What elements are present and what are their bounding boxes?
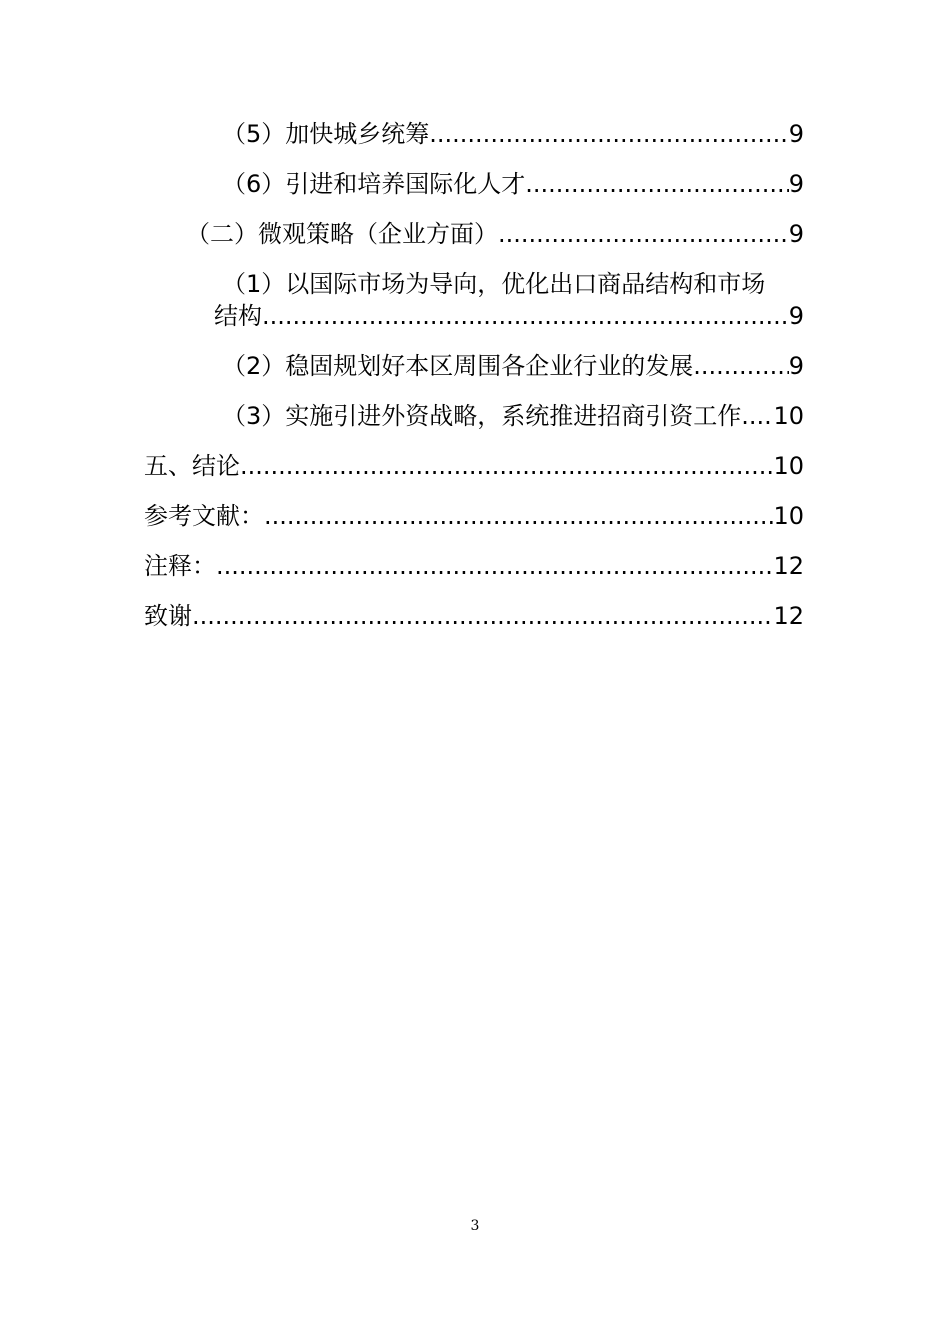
toc-page-number: 9 [788,352,804,380]
toc-page-number: 10 [773,402,804,430]
toc-leader-dots [749,400,774,432]
toc-entry-title-continued: 结构 [214,302,262,330]
toc-entry-micro-strategy[interactable] [0,218,950,250]
toc-entry-title: （5）加快城乡统筹 [222,120,430,148]
toc-entry-conclusion[interactable] [0,450,950,482]
page-footer-number: 3 [470,1218,480,1234]
toc-page-number: 9 [788,302,804,330]
toc-entry-title: 注释： [144,552,216,580]
toc-entry-foreign-investment[interactable] [0,400,950,432]
toc-leader-dots [498,218,789,250]
toc-page-number: 10 [773,452,804,480]
toc-entry-talent[interactable] [0,168,950,200]
toc-entry-references[interactable] [0,500,950,532]
toc-entry-urban-rural[interactable] [0,118,950,150]
toc-page-number: 9 [788,120,804,148]
toc-leader-dots [264,500,773,532]
toc-entry-title: 五、结论 [144,452,240,480]
toc-page-number: 12 [773,602,804,630]
toc-entry-title: 参考文献： [144,502,264,530]
table-of-contents [0,118,950,650]
toc-page-number: 10 [773,502,804,530]
toc-entry-notes[interactable] [0,550,950,582]
toc-leader-dots [429,118,788,150]
toc-entry-title: （3）实施引进外资战略，系统推进招商引资工作. [222,402,749,430]
toc-leader-dots [525,168,788,200]
toc-page-number: 9 [788,170,804,198]
toc-entry-export-structure[interactable] [0,268,950,332]
toc-page-number: 12 [773,552,804,580]
toc-leader-dots [262,300,789,332]
toc-entry-industry-development[interactable] [0,350,950,382]
toc-page-number: 9 [788,220,804,248]
toc-entry-title: （2）稳固规划好本区周围各企业行业的发展 [222,352,694,380]
toc-entry-acknowledgements[interactable] [0,600,950,632]
toc-entry-title: （二）微观策略（企业方面） [186,220,498,248]
toc-entry-title: 致谢 [144,602,192,630]
toc-entry-title: （6）引进和培养国际化人才 [222,170,526,198]
toc-leader-dots [240,450,773,482]
toc-leader-dots [192,600,773,632]
toc-leader-dots [216,550,773,582]
toc-entry-title: （1）以国际市场为导向，优化出口商品结构和市场 [222,270,766,298]
toc-leader-dots [693,350,788,382]
